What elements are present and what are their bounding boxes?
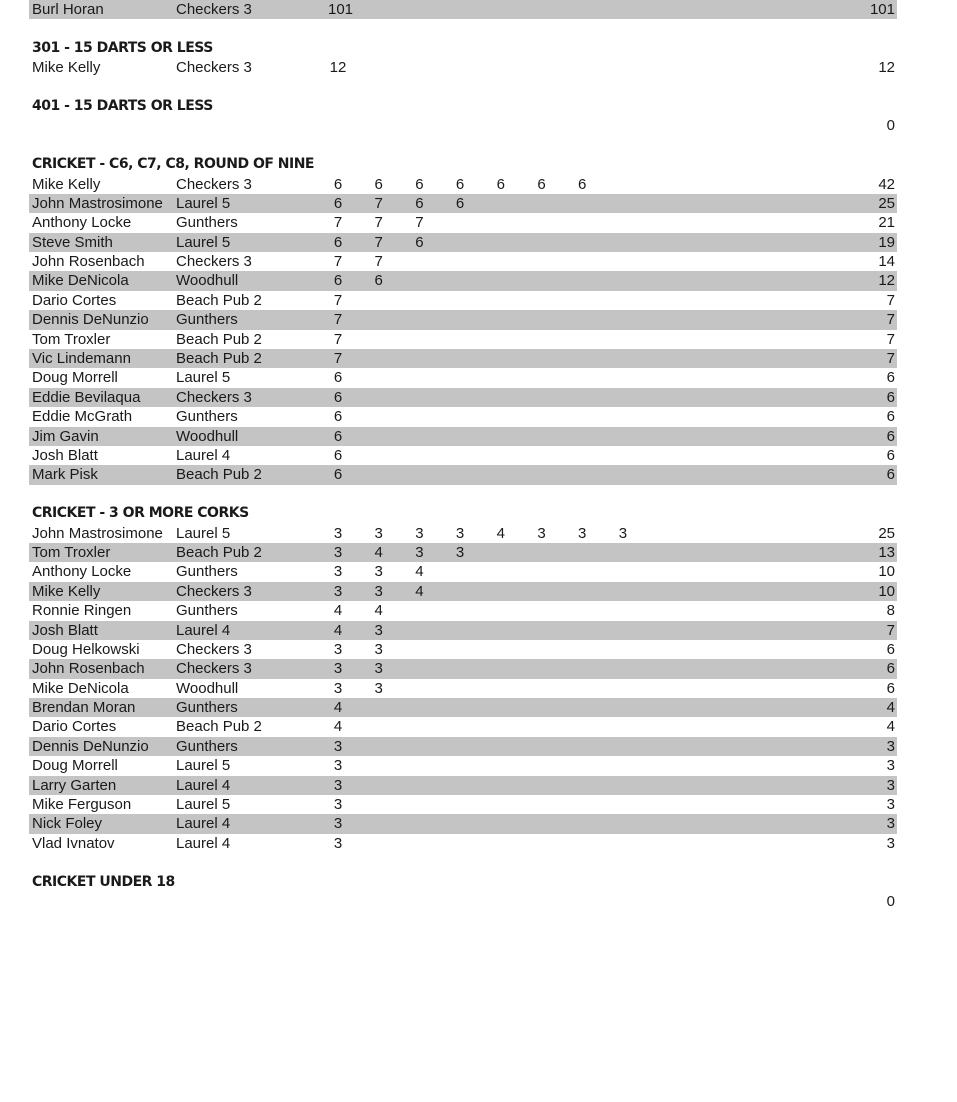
- score-cell: 3: [374, 524, 383, 542]
- row-total: 12: [878, 272, 895, 290]
- player-name: Mike DeNicola: [32, 679, 129, 697]
- team-name: Gunthers: [176, 737, 238, 755]
- score-cell: 3: [333, 815, 343, 833]
- score-cell: 3: [333, 640, 343, 658]
- score-cell: 3: [455, 543, 465, 561]
- section-spacer: [29, 485, 897, 504]
- score-cell: 4: [415, 582, 424, 600]
- row-total: 6: [886, 388, 895, 406]
- score-cell: 3: [537, 524, 546, 542]
- team-name: Beach Pub 2: [176, 466, 262, 484]
- score-cell: 6: [496, 175, 505, 193]
- section-empty-total: [29, 892, 897, 911]
- player-name: Eddie McGrath: [32, 408, 133, 426]
- score-cell: 7: [374, 253, 383, 271]
- score-cell: 6: [455, 175, 465, 193]
- score-cell: 3: [374, 621, 383, 639]
- score-cell: 6: [333, 272, 343, 290]
- table-row: [29, 582, 897, 601]
- table-row: [29, 252, 897, 271]
- table-row: [29, 407, 897, 426]
- table-row: [29, 465, 897, 484]
- row-total: 14: [878, 253, 895, 271]
- score-cell: 4: [333, 699, 343, 717]
- table-row: [29, 543, 897, 562]
- row-total: 42: [878, 175, 895, 193]
- score-cell: 4: [374, 602, 383, 620]
- player-name: John Mastrosimone: [32, 194, 163, 212]
- team-name: Woodhull: [176, 272, 239, 290]
- team-name: Checkers 3: [176, 1, 252, 18]
- table-row: [29, 0, 897, 19]
- score-cell: 6: [333, 175, 343, 193]
- stats-sheet: [29, 0, 897, 911]
- player-name: Mike DeNicola: [32, 272, 129, 290]
- player-name: John Rosenbach: [32, 253, 145, 271]
- score-cell: 3: [333, 776, 343, 794]
- player-name: Josh Blatt: [32, 621, 98, 639]
- score-cell: 7: [333, 291, 343, 309]
- table-row: [29, 368, 897, 387]
- row-total: 19: [878, 233, 895, 251]
- score-cell: 3: [333, 796, 343, 814]
- row-total: 0: [886, 117, 895, 135]
- score-cell: 6: [333, 388, 343, 406]
- table-row: [29, 349, 897, 368]
- table-row: [29, 640, 897, 659]
- team-name: Laurel 4: [176, 834, 231, 852]
- table-row: [29, 601, 897, 620]
- table-row: [29, 310, 897, 329]
- player-name: Anthony Locke: [32, 563, 132, 581]
- player-name: Steve Smith: [32, 233, 113, 251]
- score-cell: 3: [374, 582, 383, 600]
- row-total: 3: [886, 737, 895, 755]
- row-total: 3: [886, 796, 895, 814]
- team-name: Laurel 4: [176, 776, 231, 794]
- team-name: Laurel 5: [176, 369, 231, 387]
- team-name: Gunthers: [176, 602, 238, 620]
- team-name: Checkers 3: [176, 640, 252, 658]
- score-cell: 6: [415, 194, 424, 212]
- row-total: 3: [886, 834, 895, 852]
- player-name: Larry Garten: [32, 776, 117, 794]
- score-cell: 7: [415, 214, 424, 232]
- team-name: Checkers 3: [176, 582, 252, 600]
- player-name: Burl Horan: [32, 1, 104, 18]
- row-total: 21: [878, 214, 895, 232]
- row-total: 3: [886, 757, 895, 775]
- player-name: Josh Blatt: [32, 446, 98, 464]
- score-cell: 3: [333, 582, 343, 600]
- section-title: 401 - 15 DARTS OR LESS: [32, 97, 213, 114]
- table-row: [29, 446, 897, 465]
- table-row: [29, 717, 897, 736]
- table-row: [29, 679, 897, 698]
- row-total: 6: [886, 679, 895, 697]
- section-title: CRICKET - 3 OR MORE CORKS: [32, 505, 249, 522]
- team-name: Laurel 4: [176, 446, 231, 464]
- row-total: 7: [886, 311, 895, 329]
- score-cell: 7: [333, 311, 343, 329]
- score-cell: 4: [333, 718, 343, 736]
- score-cell: 3: [333, 524, 343, 542]
- score-cell: 3: [333, 737, 343, 755]
- score-cell: 7: [374, 233, 383, 251]
- table-row: [29, 776, 897, 795]
- row-total: 25: [878, 524, 895, 542]
- row-total: 101: [869, 1, 895, 18]
- player-name: Mike Kelly: [32, 175, 101, 193]
- player-name: Tom Troxler: [32, 543, 111, 561]
- player-name: Doug Morrell: [32, 757, 118, 775]
- score-cell: 3: [618, 524, 628, 542]
- table-row: [29, 834, 897, 853]
- row-total: 6: [886, 369, 895, 387]
- table-row: [29, 524, 897, 543]
- table-row: [29, 698, 897, 717]
- player-name: John Mastrosimone: [32, 524, 163, 542]
- score-cell: 7: [333, 350, 343, 368]
- score-cell: 3: [374, 660, 383, 678]
- player-name: Dario Cortes: [32, 291, 117, 309]
- section-spacer: [29, 78, 897, 97]
- score-cell: 6: [578, 175, 587, 193]
- table-row: [29, 795, 897, 814]
- player-name: John Rosenbach: [32, 660, 145, 678]
- row-total: 6: [886, 660, 895, 678]
- score-cell: 3: [333, 679, 343, 697]
- score-cell: 3: [374, 640, 383, 658]
- table-row: [29, 213, 897, 232]
- player-name: Dennis DeNunzio: [32, 311, 149, 329]
- row-total: 6: [886, 466, 895, 484]
- row-total: 25: [878, 194, 895, 212]
- score-cell: 6: [455, 194, 465, 212]
- row-total: 6: [886, 640, 895, 658]
- player-name: Vlad Ivnatov: [32, 834, 115, 852]
- score-cell: 6: [333, 408, 343, 426]
- score-cell: 6: [537, 175, 546, 193]
- team-name: Woodhull: [176, 679, 239, 697]
- player-name: Anthony Locke: [32, 214, 132, 232]
- team-name: Gunthers: [176, 699, 238, 717]
- player-name: Dario Cortes: [32, 718, 117, 736]
- row-total: 12: [878, 59, 895, 77]
- team-name: Beach Pub 2: [176, 350, 262, 368]
- row-total: 8: [886, 602, 895, 620]
- team-name: Laurel 5: [176, 194, 231, 212]
- row-total: 0: [886, 892, 895, 910]
- score-cell: 3: [333, 757, 343, 775]
- row-total: 3: [886, 776, 895, 794]
- row-total: 7: [886, 330, 895, 348]
- score-cell: 3: [415, 524, 424, 542]
- score-cell: 4: [333, 602, 343, 620]
- table-row: [29, 194, 897, 213]
- team-name: Gunthers: [176, 563, 238, 581]
- score-cell: 7: [374, 194, 383, 212]
- section-spacer: [29, 19, 897, 38]
- score-cell: 6: [333, 194, 343, 212]
- score-cell: 7: [333, 330, 343, 348]
- table-row: [29, 562, 897, 581]
- player-name: Doug Morrell: [32, 369, 118, 387]
- row-total: 4: [886, 699, 895, 717]
- row-total: 10: [878, 563, 895, 581]
- score-cell: 3: [374, 563, 383, 581]
- score-cell: 7: [333, 253, 343, 271]
- score-cell: 6: [333, 427, 343, 445]
- score-cell: 4: [496, 524, 505, 542]
- score-cell: 6: [333, 466, 343, 484]
- row-total: 6: [886, 446, 895, 464]
- score-cell: 3: [455, 524, 465, 542]
- team-name: Checkers 3: [176, 253, 252, 271]
- team-name: Checkers 3: [176, 59, 252, 77]
- score-cell: 7: [374, 214, 383, 232]
- score-cell: 6: [333, 369, 343, 387]
- player-name: Doug Helkowski: [32, 640, 140, 658]
- score-cell: 6: [374, 175, 383, 193]
- score-cell: 4: [374, 543, 383, 561]
- team-name: Laurel 5: [176, 524, 231, 542]
- score-cell: 3: [578, 524, 587, 542]
- table-row: [29, 737, 897, 756]
- score-cell: 3: [374, 679, 383, 697]
- row-total: 6: [886, 408, 895, 426]
- score-cell: 3: [415, 543, 424, 561]
- team-name: Beach Pub 2: [176, 330, 262, 348]
- player-name: Mark Pisk: [32, 466, 98, 484]
- team-name: Checkers 3: [176, 175, 252, 193]
- row-total: 10: [878, 582, 895, 600]
- table-row: [29, 621, 897, 640]
- score-cell: 4: [333, 621, 343, 639]
- section-title: 301 - 15 DARTS OR LESS: [32, 39, 213, 56]
- player-name: Nick Foley: [32, 815, 103, 833]
- team-name: Laurel 5: [176, 233, 231, 251]
- score-cell: 6: [333, 446, 343, 464]
- score-cell: 3: [333, 543, 343, 561]
- team-name: Laurel 5: [176, 757, 231, 775]
- table-row: [29, 659, 897, 678]
- player-name: Tom Troxler: [32, 330, 111, 348]
- section-spacer: [29, 853, 897, 872]
- team-name: Checkers 3: [176, 660, 252, 678]
- row-total: 3: [886, 815, 895, 833]
- team-name: Beach Pub 2: [176, 543, 262, 561]
- team-name: Woodhull: [176, 427, 239, 445]
- team-name: Gunthers: [176, 408, 238, 426]
- row-total: 6: [886, 427, 895, 445]
- row-total: 7: [886, 621, 895, 639]
- section-title: CRICKET - C6, C7, C8, ROUND OF NINE: [32, 156, 314, 173]
- player-name: Vic Lindemann: [32, 350, 131, 368]
- player-name: Mike Ferguson: [32, 796, 132, 814]
- row-total: 7: [886, 350, 895, 368]
- player-name: Brendan Moran: [32, 699, 136, 717]
- row-total: 4: [886, 718, 895, 736]
- score-cell: 6: [415, 175, 424, 193]
- table-row: [29, 58, 897, 77]
- score-cell: 3: [333, 660, 343, 678]
- player-name: Ronnie Ringen: [32, 602, 132, 620]
- table-row: [29, 330, 897, 349]
- score-cell: 6: [333, 233, 343, 251]
- score-cell: 6: [374, 272, 383, 290]
- player-name: Mike Kelly: [32, 59, 101, 77]
- section-title: CRICKET UNDER 18: [32, 873, 175, 890]
- table-row: [29, 427, 897, 446]
- row-total: 13: [878, 543, 895, 561]
- team-name: Gunthers: [176, 214, 238, 232]
- team-name: Beach Pub 2: [176, 291, 262, 309]
- player-name: Eddie Bevilaqua: [32, 388, 141, 406]
- team-name: Checkers 3: [176, 388, 252, 406]
- section-empty-total: [29, 116, 897, 135]
- team-name: Laurel 4: [176, 621, 231, 639]
- table-row: [29, 814, 897, 833]
- score-cell: 12: [329, 59, 347, 77]
- score-cell: 6: [415, 233, 424, 251]
- team-name: Gunthers: [176, 311, 238, 329]
- team-name: Beach Pub 2: [176, 718, 262, 736]
- team-name: Laurel 5: [176, 796, 231, 814]
- player-name: Dennis DeNunzio: [32, 737, 149, 755]
- section-spacer: [29, 136, 897, 155]
- table-row: [29, 175, 897, 194]
- table-row: [29, 291, 897, 310]
- table-row: [29, 756, 897, 775]
- score-cell: 101: [328, 1, 354, 18]
- row-total: 7: [886, 291, 895, 309]
- table-row: [29, 271, 897, 290]
- table-row: [29, 388, 897, 407]
- score-cell: 3: [333, 834, 343, 852]
- table-row: [29, 233, 897, 252]
- player-name: Mike Kelly: [32, 582, 101, 600]
- score-cell: 3: [333, 563, 343, 581]
- score-cell: 7: [333, 214, 343, 232]
- player-name: Jim Gavin: [32, 427, 99, 445]
- score-cell: 4: [415, 563, 424, 581]
- team-name: Laurel 4: [176, 815, 231, 833]
